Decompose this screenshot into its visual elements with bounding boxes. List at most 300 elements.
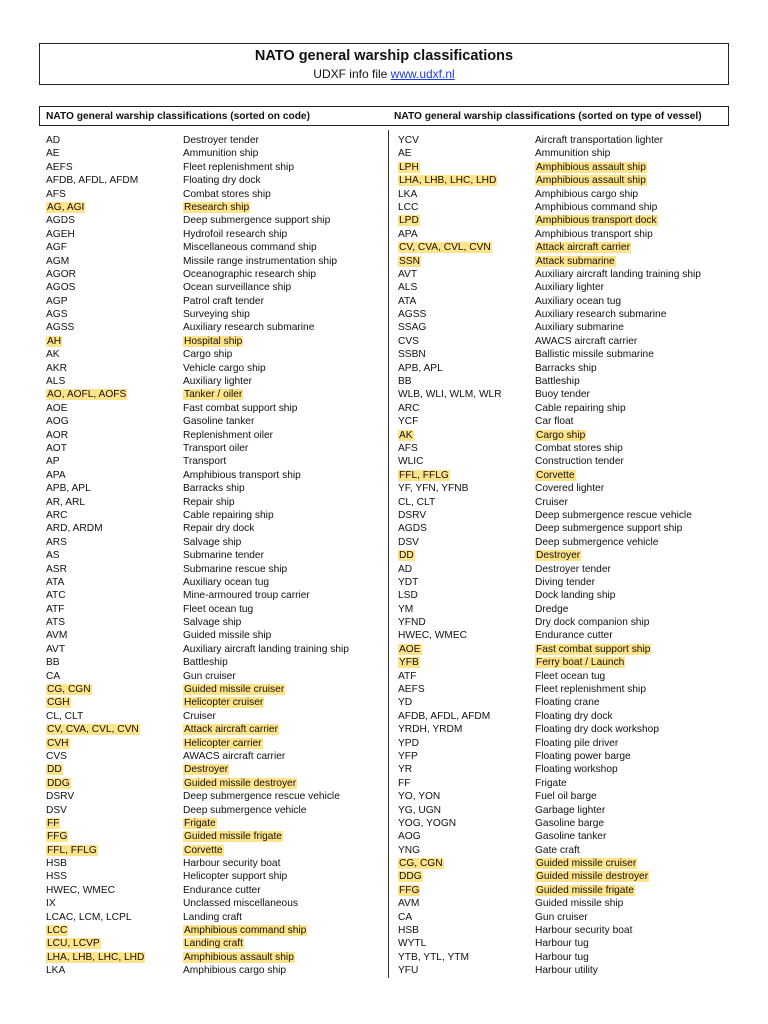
vessel-type: Amphibious cargo ship: [183, 965, 287, 977]
vessel-type: Harbour security boat: [535, 925, 633, 937]
classification-code: YCV: [398, 135, 419, 146]
vessel-type: Gate craft: [535, 844, 580, 856]
list-item: [43, 897, 383, 910]
classification-code: YF, YFN, YFNB: [398, 483, 469, 495]
list-item: [395, 469, 735, 482]
classification-code: HSS: [46, 871, 67, 883]
vessel-type: Buoy tender: [535, 389, 590, 401]
classification-code: CVH: [47, 737, 69, 749]
vessel-type: Helicopter support ship: [183, 871, 288, 883]
classification-code: DD: [399, 550, 414, 562]
classification-code: AR, ARL: [46, 496, 86, 508]
classification-code: YCF: [398, 416, 419, 428]
classification-code: CVS: [46, 750, 67, 762]
vessel-type: Endurance cutter: [535, 630, 613, 642]
list-item: [43, 804, 383, 817]
vessel-type: Amphibious transport ship: [535, 228, 653, 240]
classification-code: AFDB, AFDL, AFDM: [46, 175, 139, 187]
vessel-type: Barracks ship: [535, 362, 597, 374]
vessel-type: Construction tender: [535, 456, 624, 468]
list-item: [43, 763, 383, 776]
classification-code: LCAC, LCM, LCPL: [46, 911, 132, 923]
vessel-type: Helicopter cruiser: [184, 697, 264, 709]
list-item: [395, 268, 735, 281]
list-item: [43, 750, 383, 763]
list-item: [395, 857, 735, 870]
list-item: [395, 241, 735, 254]
classification-code: YM: [398, 603, 414, 615]
vessel-type: Surveying ship: [183, 309, 250, 321]
classification-code: AKR: [46, 362, 67, 374]
vessel-type: Deep submergence vehicle: [183, 804, 307, 816]
classification-code: AOG: [46, 416, 69, 428]
list-item: [395, 281, 735, 294]
classification-code: WLB, WLI, WLM, WLR: [398, 389, 502, 401]
list-item: [395, 616, 735, 629]
vessel-type: Guided missile destroyer: [184, 777, 297, 789]
list-item: [43, 161, 383, 174]
vessel-type: Guided missile cruiser: [536, 858, 637, 870]
classification-code: ARS: [46, 536, 67, 548]
list-item: [43, 616, 383, 629]
classification-code: HWEC, WMEC: [398, 630, 468, 642]
vessel-type: Fast combat support ship: [536, 643, 651, 655]
document-title: NATO general warship classifications: [254, 48, 514, 64]
classification-code: IX: [46, 898, 56, 910]
classification-code: LPD: [399, 215, 419, 227]
vessel-type: Landing craft: [184, 938, 243, 950]
vessel-type: Harbour tug: [535, 938, 589, 950]
list-item: [395, 509, 735, 522]
classification-code: ALS: [46, 376, 66, 388]
classification-code: AGM: [46, 255, 70, 267]
left-column-sorted-by-code: [43, 134, 383, 978]
vessel-type: Oceanographic research ship: [183, 268, 317, 280]
vessel-type: Aircraft transportation lighter: [535, 135, 663, 146]
website-link[interactable]: www.udxf.nl: [390, 67, 455, 81]
classification-code: LKA: [46, 965, 66, 977]
list-item: [395, 844, 735, 857]
list-item: [43, 308, 383, 321]
list-item: [43, 723, 383, 736]
classification-code: DDG: [47, 777, 70, 789]
subtitle-prefix: UDXF info file: [313, 67, 391, 81]
list-item: [43, 482, 383, 495]
list-item: [43, 469, 383, 482]
vessel-type: Corvette: [184, 844, 223, 856]
vessel-type: Guided missile frigate: [184, 831, 282, 843]
classification-code: AGSS: [46, 322, 75, 334]
right-column-header: NATO general warship classifications (sorted on type of vessel): [394, 111, 702, 122]
classification-code: YFP: [398, 750, 418, 762]
classification-code: SSAG: [398, 322, 427, 334]
classification-code: CGH: [47, 697, 70, 709]
list-item: [43, 870, 383, 883]
classification-code: AK: [46, 349, 60, 361]
classification-code: HSB: [46, 858, 67, 870]
classification-code: AH: [47, 335, 62, 347]
classification-code: CG, CGN: [47, 684, 91, 696]
list-item: [395, 589, 735, 602]
list-item: [395, 924, 735, 937]
classification-code: ARC: [46, 509, 68, 521]
vessel-type: Missile range instrumentation ship: [183, 255, 338, 267]
list-item: [43, 147, 383, 160]
classification-code: AG, AGI: [47, 201, 85, 213]
list-item: [43, 643, 383, 656]
list-item: [43, 402, 383, 415]
classification-code: YOG, YOGN: [398, 817, 457, 829]
classification-code: AE: [398, 148, 412, 160]
list-item: [43, 268, 383, 281]
list-item: [395, 455, 735, 468]
classification-code: AGSS: [398, 309, 427, 321]
list-item: [395, 388, 735, 401]
vessel-type: Destroyer: [184, 764, 229, 776]
list-item: [43, 549, 383, 562]
vessel-type: AWACS aircraft carrier: [535, 335, 638, 347]
list-item: [395, 750, 735, 763]
classification-code: CL, CLT: [46, 710, 84, 722]
list-item: [43, 777, 383, 790]
classification-code: AGDS: [46, 215, 75, 227]
vessel-type: Guided missile frigate: [536, 884, 634, 896]
classification-code: AOG: [398, 831, 421, 843]
classification-code: CA: [398, 911, 413, 923]
classification-code: AO, AOFL, AOFS: [47, 389, 127, 401]
list-item: [43, 522, 383, 535]
classification-code: CG, CGN: [399, 858, 443, 870]
classification-code: CV, CVA, CVL, CVN: [399, 242, 491, 254]
list-item: [43, 924, 383, 937]
vessel-type: Submarine tender: [183, 550, 264, 562]
vessel-type: Destroyer tender: [535, 563, 611, 575]
list-item: [395, 737, 735, 750]
vessel-type: Research ship: [184, 201, 250, 213]
vessel-type: Miscellaneous command ship: [183, 242, 317, 254]
classification-code: YR: [398, 764, 413, 776]
list-item: [43, 683, 383, 696]
vessel-type: Gun cruiser: [183, 670, 236, 682]
list-item: [395, 536, 735, 549]
list-item: [395, 214, 735, 227]
list-item: [43, 737, 383, 750]
vessel-type: Ocean surveillance ship: [183, 282, 292, 294]
list-item: [395, 696, 735, 709]
vessel-type: Amphibious assault ship: [536, 161, 646, 173]
classification-code: CV, CVA, CVL, CVN: [47, 724, 139, 736]
list-item: [395, 335, 735, 348]
vessel-type: Repair ship: [183, 496, 235, 508]
list-item: [43, 629, 383, 642]
vessel-type: Auxiliary research submarine: [183, 322, 315, 334]
vessel-type: Harbour utility: [535, 965, 598, 977]
classification-code: AGEH: [46, 228, 75, 240]
list-item: [395, 884, 735, 897]
vessel-type: Guided missile destroyer: [536, 871, 649, 883]
classification-code: ATC: [46, 590, 66, 602]
vessel-type: Auxiliary lighter: [183, 376, 253, 388]
list-item: [43, 281, 383, 294]
list-item: [395, 402, 735, 415]
classification-code: SSBN: [398, 349, 426, 361]
classification-code: AS: [46, 550, 60, 562]
classification-code: LCC: [398, 201, 419, 213]
classification-code: HSB: [398, 925, 419, 937]
classification-code: YG, UGN: [398, 804, 442, 816]
vessel-type: Endurance cutter: [183, 884, 261, 896]
classification-code: AE: [46, 148, 60, 160]
vessel-type: Auxiliary research submarine: [535, 309, 667, 321]
vessel-type: Tanker / oiler: [184, 389, 243, 401]
vessel-type: Amphibious assault ship: [184, 951, 294, 963]
list-item: [43, 134, 383, 147]
column-header-bar: [39, 106, 729, 126]
list-item: [395, 723, 735, 736]
classification-code: APB, APL: [46, 483, 91, 495]
vessel-type: Cargo ship: [183, 349, 233, 361]
list-item: [395, 951, 735, 964]
column-divider: [388, 130, 389, 978]
vessel-type: Auxiliary aircraft landing training ship: [183, 643, 349, 655]
vessel-type: Dock landing ship: [535, 590, 616, 602]
vessel-type: Destroyer tender: [183, 135, 259, 146]
classification-code: FFL, FFLG: [47, 844, 97, 856]
classification-code: ATA: [398, 295, 417, 307]
classification-code: BB: [46, 657, 60, 669]
classification-code: LCU, LCVP: [47, 938, 100, 950]
classification-code: YRDH, YRDM: [398, 724, 463, 736]
list-item: [395, 710, 735, 723]
classification-code: SSN: [399, 255, 420, 267]
list-item: [395, 308, 735, 321]
vessel-type: Cargo ship: [536, 429, 586, 441]
classification-code: AD: [46, 135, 61, 146]
list-item: [43, 241, 383, 254]
classification-code: FFG: [399, 884, 420, 896]
list-item: [395, 870, 735, 883]
list-item: [43, 844, 383, 857]
list-item: [395, 911, 735, 924]
vessel-type: Mine-armoured troup carrier: [183, 590, 310, 602]
classification-code: AVM: [46, 630, 68, 642]
list-item: [395, 174, 735, 187]
classification-code: YFB: [399, 657, 419, 669]
list-item: [395, 897, 735, 910]
classification-code: LKA: [398, 188, 418, 200]
list-item: [395, 362, 735, 375]
classification-code: AFS: [398, 442, 418, 454]
vessel-type: Vehicle cargo ship: [183, 362, 266, 374]
classification-code: AGS: [46, 309, 68, 321]
list-item: [43, 201, 383, 214]
list-item: [43, 335, 383, 348]
list-item: [395, 804, 735, 817]
vessel-type: Battleship: [183, 657, 228, 669]
list-item: [43, 455, 383, 468]
vessel-type: Amphibious transport dock: [536, 215, 657, 227]
classification-code: YDT: [398, 576, 419, 588]
vessel-type: Harbour tug: [535, 951, 589, 963]
vessel-type: Battleship: [535, 376, 580, 388]
classification-code: WYTL: [398, 938, 427, 950]
classification-code: AVT: [398, 268, 418, 280]
classification-code: LCC: [47, 925, 68, 937]
list-item: [43, 375, 383, 388]
classification-code: FFL, FFLG: [399, 469, 449, 481]
list-item: [395, 496, 735, 509]
classification-code: AVM: [398, 898, 420, 910]
classification-code: AP: [46, 456, 60, 468]
vessel-type: Hospital ship: [184, 335, 243, 347]
vessel-type: Floating workshop: [535, 764, 618, 776]
list-item: [43, 496, 383, 509]
list-item: [395, 442, 735, 455]
list-item: [395, 629, 735, 642]
vessel-type: Floating dry dock workshop: [535, 724, 660, 736]
classification-code: AOE: [399, 643, 421, 655]
document-subtitle: [40, 67, 728, 82]
classification-code: DSV: [398, 536, 419, 548]
list-item: [43, 348, 383, 361]
vessel-type: Guided missile ship: [183, 630, 272, 642]
classification-code: WLIC: [398, 456, 424, 468]
vessel-type: AWACS aircraft carrier: [183, 750, 286, 762]
vessel-type: Ammunition ship: [535, 148, 611, 160]
vessel-type: Amphibious command ship: [535, 201, 658, 213]
list-item: [43, 911, 383, 924]
vessel-type: Ammunition ship: [183, 148, 259, 160]
vessel-type: Fleet ocean tug: [183, 603, 254, 615]
list-item: [43, 188, 383, 201]
list-item: [43, 415, 383, 428]
right-column-sorted-by-vessel-type: [395, 134, 735, 978]
vessel-type: Replenishment oiler: [183, 429, 274, 441]
vessel-type: Ferry boat / Launch: [536, 657, 625, 669]
list-item: [43, 884, 383, 897]
list-item: [43, 857, 383, 870]
list-item: [395, 643, 735, 656]
list-item: [395, 603, 735, 616]
list-item: [43, 830, 383, 843]
list-item: [43, 670, 383, 683]
classification-code: ARD, ARDM: [46, 523, 103, 535]
vessel-type: Repair dry dock: [183, 523, 255, 535]
list-item: [395, 790, 735, 803]
vessel-type: Floating power barge: [535, 750, 631, 762]
list-item: [43, 790, 383, 803]
list-item: [395, 295, 735, 308]
vessel-type: Helicopter carrier: [184, 737, 262, 749]
classification-code: DSV: [46, 804, 67, 816]
vessel-type: Submarine rescue ship: [183, 563, 288, 575]
classification-code: ALS: [398, 282, 418, 294]
vessel-type: Fleet replenishment ship: [535, 684, 646, 696]
vessel-type: Cruiser: [183, 710, 216, 722]
classification-code: FF: [47, 817, 60, 829]
classification-code: AFS: [46, 188, 66, 200]
vessel-type: Salvage ship: [183, 536, 242, 548]
vessel-type: Auxiliary lighter: [535, 282, 605, 294]
classification-code: YO, YON: [398, 791, 441, 803]
vessel-type: Attack aircraft carrier: [184, 724, 278, 736]
list-item: [395, 830, 735, 843]
vessel-type: Fleet ocean tug: [535, 670, 606, 682]
classification-code: YTB, YTL, YTM: [398, 951, 469, 963]
vessel-type: Gasoline tanker: [535, 831, 607, 843]
vessel-type: Frigate: [535, 777, 567, 789]
list-item: [43, 937, 383, 950]
vessel-type: Floating pile driver: [535, 737, 619, 749]
vessel-type: Attack aircraft carrier: [536, 242, 630, 254]
vessel-type: Fleet replenishment ship: [183, 161, 294, 173]
list-item: [43, 214, 383, 227]
classification-code: ATF: [398, 670, 417, 682]
classification-code: YD: [398, 697, 413, 709]
classification-code: LHA, LHB, LHC, LHD: [47, 951, 145, 963]
list-item: [43, 442, 383, 455]
vessel-type: Gun cruiser: [535, 911, 588, 923]
vessel-type: Dry dock companion ship: [535, 617, 650, 629]
classification-code: APA: [398, 228, 418, 240]
vessel-type: Harbour security boat: [183, 858, 281, 870]
list-item: [43, 388, 383, 401]
classification-code: AGP: [46, 295, 68, 307]
list-item: [395, 161, 735, 174]
list-item: [395, 134, 735, 147]
list-item: [395, 255, 735, 268]
list-item: [395, 656, 735, 669]
vessel-type: Frigate: [184, 817, 216, 829]
vessel-type: Auxiliary submarine: [535, 322, 624, 334]
list-item: [395, 522, 735, 535]
classification-code: CVS: [398, 335, 419, 347]
classification-code: APB, APL: [398, 362, 443, 374]
vessel-type: Guided missile cruiser: [184, 684, 285, 696]
list-item: [43, 509, 383, 522]
vessel-type: Attack submarine: [536, 255, 615, 267]
list-item: [395, 415, 735, 428]
list-item: [43, 656, 383, 669]
list-item: [395, 777, 735, 790]
classification-code: YNG: [398, 844, 421, 856]
classification-code: LPH: [399, 161, 419, 173]
vessel-type: Cruiser: [535, 496, 568, 508]
vessel-type: Deep submergence support ship: [183, 215, 331, 227]
vessel-type: Deep submergence rescue vehicle: [535, 509, 692, 521]
classification-code: ATA: [46, 576, 65, 588]
list-item: [43, 321, 383, 334]
list-item: [43, 362, 383, 375]
classification-code: AOT: [46, 442, 67, 454]
classification-code: AGF: [46, 242, 67, 254]
list-item: [395, 763, 735, 776]
vessel-type: Diving tender: [535, 576, 596, 588]
list-item: [43, 563, 383, 576]
list-item: [43, 536, 383, 549]
list-item: [43, 295, 383, 308]
classification-code: ATF: [46, 603, 65, 615]
list-item: [395, 348, 735, 361]
classification-code: DD: [47, 764, 62, 776]
list-item: [395, 670, 735, 683]
vessel-type: Dredge: [535, 603, 569, 615]
vessel-type: Guided missile ship: [535, 898, 624, 910]
list-item: [43, 174, 383, 187]
title-box: [39, 43, 729, 85]
vessel-type: Gasoline tanker: [183, 416, 255, 428]
vessel-type: Hydrofoil research ship: [183, 228, 288, 240]
